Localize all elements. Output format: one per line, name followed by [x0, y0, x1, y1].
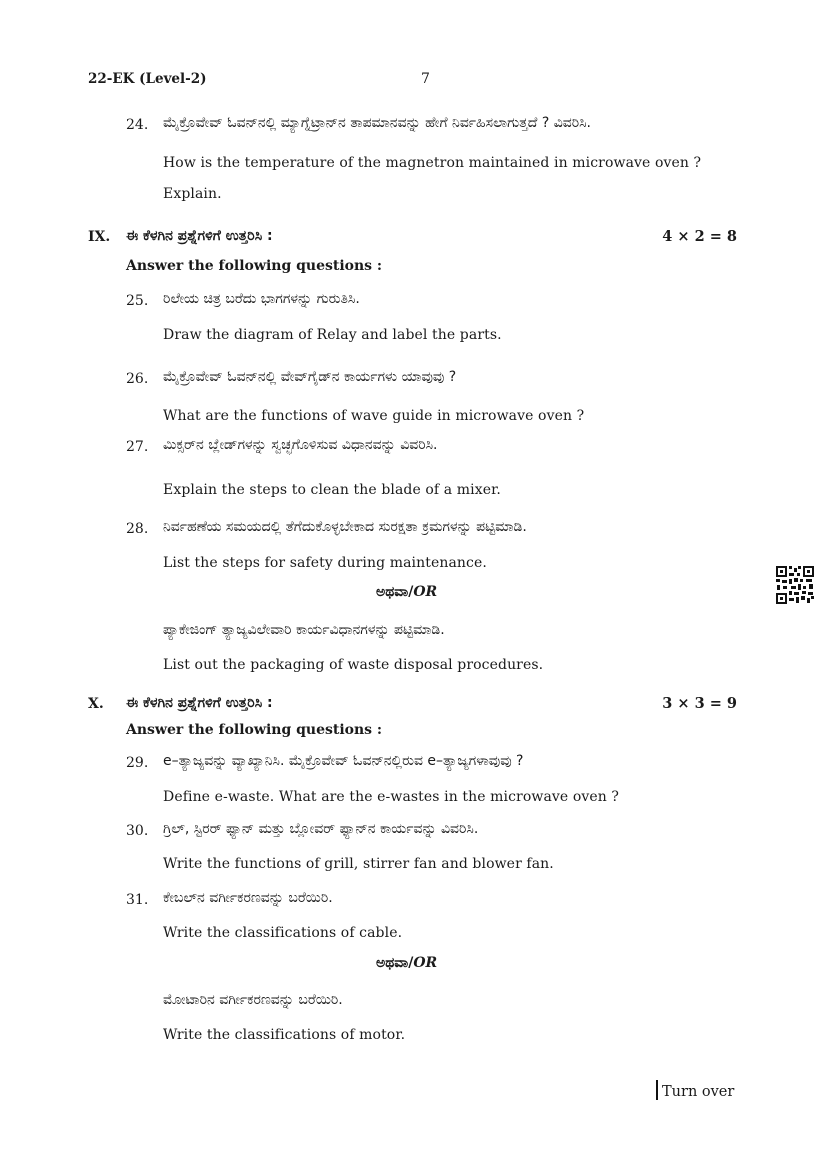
question-number: 29. — [126, 755, 149, 771]
page-number: 7 — [421, 71, 430, 87]
question-26-english: What are the functions of wave guide in microwave oven ? — [163, 408, 585, 424]
question-25-english: Draw the diagram of Relay and label the parts. — [163, 327, 502, 343]
question-30-english: Write the functions of grill, stirrer fan and blower fan. — [163, 856, 554, 872]
question-number: 28. — [126, 521, 149, 537]
question-29-english: Define e-waste. What are the e-wastes in the microwave oven ? — [163, 789, 620, 805]
section-marks: 4 × 2 = 8 — [662, 228, 737, 245]
section-number: X. — [88, 696, 104, 712]
question-24-english: How is the temperature of the magnetron maintained in microwave oven ? — [163, 155, 702, 171]
turn-over-note: Turn over — [656, 1080, 734, 1100]
qr-code-icon — [775, 565, 815, 605]
question-number: 27. — [126, 439, 149, 455]
section-instruction-english: Answer the following questions : — [126, 722, 383, 738]
question-28-alt-kannada: ಪ್ಯಾಕೇಜಿಂಗ್ ತ್ಯಾಜ್ಯವಿಲೇವಾರಿ ಕಾರ್ಯವಿಧಾನಗಳನ್ನು ಪಟ್ಟಿಮಾಡಿ. — [163, 622, 445, 638]
paper-code: 22-EK (Level-2) — [88, 71, 207, 87]
question-25-kannada: ರಿಲೇಯ ಚಿತ್ರ ಬರೆದು ಭಾಗಗಳನ್ನು ಗುರುತಿಸಿ. — [163, 291, 360, 307]
question-number: 30. — [126, 823, 149, 839]
question-26-kannada: ಮೈಕ್ರೊವೇವ್ ಓವನ್‌ನಲ್ಲಿ ವೇವ್‌ಗೈಡ್‌ನ ಕಾರ್ಯಗಳು ಯಾವುವು ? — [163, 369, 457, 385]
question-28-english: List the steps for safety during maintenance. — [163, 555, 487, 571]
question-24-english-cont: Explain. — [163, 186, 222, 202]
question-28-kannada: ನಿರ್ವಹಣೆಯ ಸಮಯದಲ್ಲಿ ತೆಗೆದುಕೊಳ್ಳಬೇಕಾದ ಸುರಕ್ಷತಾ ಕ್ರಮಗಳನ್ನು ಪಟ್ಟಿಮಾಡಿ. — [163, 519, 527, 535]
question-27-kannada: ಮಿಕ್ಸರ್‌ನ ಬ್ಲೇಡ್‌ಗಳನ್ನು ಸ್ವಚ್ಛಗೊಳಿಸುವ ವಿಧಾನವನ್ನು ವಿವರಿಸಿ. — [163, 437, 438, 453]
bracket-mark — [656, 1080, 658, 1100]
section-instruction-english: Answer the following questions : — [126, 258, 383, 274]
question-number: 31. — [126, 892, 149, 908]
question-24-kannada: ಮೈಕ್ರೊವೇವ್ ಓವನ್‌ನಲ್ಲಿ ಮ್ಯಾಗ್ನೆಟ್ರಾನ್‌ನ ತಾಪಮಾನವನ್ನು ಹೇಗೆ ನಿರ್ವಹಿಸಲಾಗುತ್ತದೆ ? ವಿವರಿಸಿ. — [163, 115, 591, 131]
section-instruction-kannada: ಈ ಕೆಳಗಿನ ಪ್ರಶ್ನೆಗಳಿಗೆ ಉತ್ತರಿಸಿ : — [126, 695, 273, 711]
question-number: 25. — [126, 293, 149, 309]
section-instruction-kannada: ಈ ಕೆಳಗಿನ ಪ್ರಶ್ನೆಗಳಿಗೆ ಉತ್ತರಿಸಿ : — [126, 228, 273, 244]
or-separator: ಅಥವಾ/OR — [376, 955, 438, 971]
question-31-alt-kannada: ಮೋಟಾರಿನ ವರ್ಗೀಕರಣವನ್ನು ಬರೆಯಿರಿ. — [163, 992, 343, 1008]
question-29-kannada: e–ತ್ಯಾಜ್ಯವನ್ನು ವ್ಯಾಖ್ಯಾನಿಸಿ. ಮೈಕ್ರೊವೇವ್ ಓವನ್‌ನಲ್ಲಿರುವ e–ತ್ಯಾಜ್ಯಗಳಾವುವು ? — [163, 753, 524, 769]
section-marks: 3 × 3 = 9 — [662, 695, 737, 712]
question-number: 24. — [126, 117, 149, 133]
question-31-kannada: ಕೇಬಲ್‌ನ ವರ್ಗೀಕರಣವನ್ನು ಬರೆಯಿರಿ. — [163, 890, 333, 906]
section-number: IX. — [88, 229, 111, 245]
question-31-alt-english: Write the classifications of motor. — [163, 1027, 406, 1043]
question-number: 26. — [126, 371, 149, 387]
or-separator: ಅಥವಾ/OR — [376, 584, 438, 600]
question-28-alt-english: List out the packaging of waste disposal procedures. — [163, 657, 544, 673]
question-31-english: Write the classifications of cable. — [163, 925, 403, 941]
question-27-english: Explain the steps to clean the blade of a mixer. — [163, 482, 501, 498]
question-30-kannada: ಗ್ರಿಲ್, ಸ್ಟಿರರ್ ಫ್ಯಾನ್ ಮತ್ತು ಬ್ಲೋವರ್ ಫ್ಯಾನ್‌ನ ಕಾರ್ಯವನ್ನು ವಿವರಿಸಿ. — [163, 821, 479, 837]
